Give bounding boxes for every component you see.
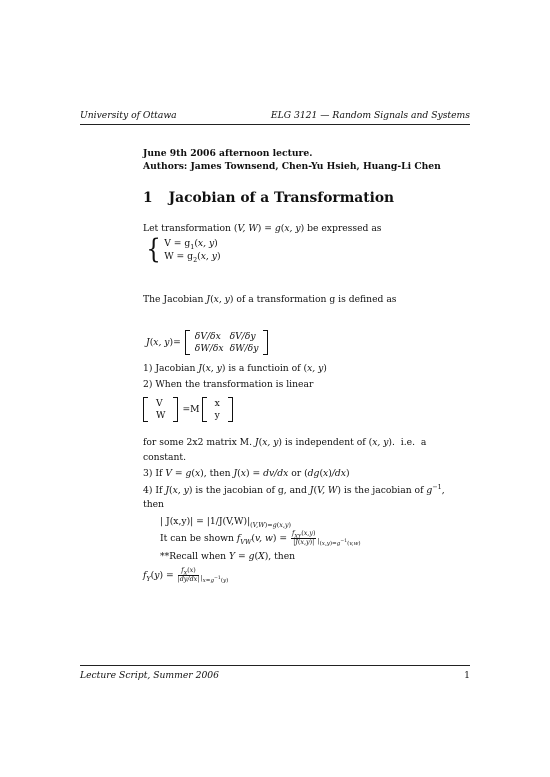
item-3: 3) If V = g(x), then J(x) = dv/dx or (dg(x)/dx) [143,468,350,479]
vector-cell: W [156,409,166,421]
footer-rule [80,665,470,666]
item-2-note-line1: for some 2x2 matrix M. J(x, y) is independent of (x, y). i.e. a [143,437,427,448]
jacobian-lhs: J(x, y)= [146,337,181,348]
header-right: ELG 3121 — Random Signals and Systems [270,110,470,121]
matrix-cell: δW/δy [229,342,259,354]
jacobian-equation [146,330,268,355]
footer-left: Lecture Script, Summer 2006 [80,670,219,681]
eq-fy: $f_Y(y)$ = $\frac{f_X(x)}{|dy/dx|}$ $|_{x=g^{-1}(y)}$ [143,566,229,585]
system-w: $W = g_2(x$, y) [164,250,221,264]
item-1: 1) Jacobian J(x, y) is a functioin of (x, y) [143,363,327,374]
system-v: $V = g_1(x$, y) [164,237,218,251]
system-equations [145,236,221,263]
header-rule [80,124,470,125]
section-heading [143,190,394,206]
item-2-note-line2: constant. [143,452,187,463]
section-title: Jacobian of a Transformation [168,190,395,206]
lecture-authors: Authors: James Townsend, Chen-Yu Hsieh, Huang-Li Chen [143,161,441,172]
vector-cell: x [214,398,220,409]
item-4-line1: 4) If J(x, y) is the jacobian of g, and J(V, W) is the jacobian of $g^{-1}$, [143,482,445,496]
matrix-eq-label: =M [182,404,200,415]
intro-text: Let transformation (V, W) = g(x, y) be expressed as [143,223,382,234]
vector-cell: y [214,409,220,421]
linear-equation [143,397,233,422]
header-left: University of Ottawa [80,110,177,121]
vector-vw [143,397,178,422]
eq-abs: | $J(x,y)| = |1/J(V,W)|_{(V,W)=g(x,y)}$ [160,516,291,529]
left-brace: { [146,234,161,265]
matrix-cell: δV/δx [194,331,221,342]
matrix-cell: δV/δy [229,331,256,342]
eq-shown-fraction: $\frac{f_{XY}(x,y)}{|J(x,y)|}$ [291,529,316,546]
vector-cell: V [156,398,163,409]
recall-text: **Recall when Y = g(X), then [160,551,296,562]
vector-xy [202,397,233,422]
item-4-line2: then [143,499,164,510]
section-number: 1 [143,190,153,206]
jacobian-matrix [185,330,269,355]
matrix-cell: δW/δx [194,342,224,354]
eq-fy-fraction: $\frac{f_X(x)}{|dy/dx|}$ [177,566,200,583]
eq-shown: It can be shown $f_{VW}(v$, w) = $\frac{f_{XY}(x,y)}{|J(x,y)|}$ $|_{(x,y)=g^{-1}(v,w)}$ [160,529,361,548]
page-number: 1 [464,670,470,681]
lecture-date: June 9th 2006 afternoon lecture. [143,148,313,159]
jacobian-definition: The Jacobian J(x, y) of a transformation g is defined as [143,294,397,305]
item-2: 2) When the transformation is linear [143,379,314,390]
